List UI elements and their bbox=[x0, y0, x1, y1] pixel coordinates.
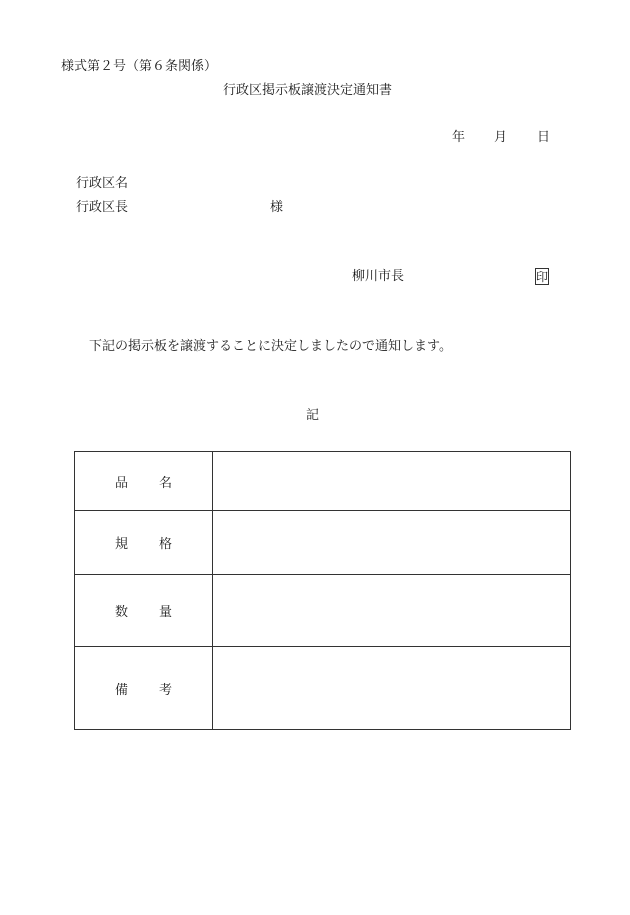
seal-mark: 印 bbox=[536, 270, 549, 284]
date-day-label: 日 bbox=[537, 130, 551, 145]
recipient-chief-label: 行政区長 bbox=[76, 200, 129, 215]
table-row-item-name bbox=[75, 452, 571, 511]
value-cell-item-name[interactable] bbox=[213, 452, 571, 511]
label-cell-item-name bbox=[75, 452, 213, 511]
form-number: 様式第２号（第６条関係） bbox=[61, 59, 218, 74]
sender-title: 柳川市長 bbox=[352, 269, 405, 284]
recipient-honorific: 様 bbox=[270, 200, 284, 215]
table-row-specification bbox=[75, 511, 571, 575]
document-title: 行政区掲示板譲渡決定通知書 bbox=[223, 83, 393, 98]
value-cell-specification[interactable] bbox=[213, 511, 571, 575]
value-cell-remarks[interactable] bbox=[213, 647, 571, 730]
label-remarks: 備考 bbox=[115, 682, 172, 698]
label-cell-specification bbox=[75, 511, 213, 575]
ki-heading: 記 bbox=[306, 408, 320, 423]
item-details-table bbox=[74, 451, 571, 730]
date-month-label: 月 bbox=[494, 130, 508, 145]
recipient-area-label: 行政区名 bbox=[76, 176, 129, 191]
table-row-remarks bbox=[75, 647, 571, 730]
notice-body-text: 下記の掲示板を譲渡することに決定しましたので通知します。 bbox=[89, 339, 452, 354]
label-quantity: 数量 bbox=[115, 605, 172, 620]
value-cell-quantity[interactable] bbox=[213, 575, 571, 647]
label-specification: 規格 bbox=[115, 537, 172, 552]
date-year-label: 年 bbox=[452, 130, 466, 145]
label-cell-remarks bbox=[75, 647, 213, 730]
table-row-quantity bbox=[75, 575, 571, 647]
label-cell-quantity bbox=[75, 575, 213, 647]
label-item-name: 品名 bbox=[115, 475, 172, 491]
